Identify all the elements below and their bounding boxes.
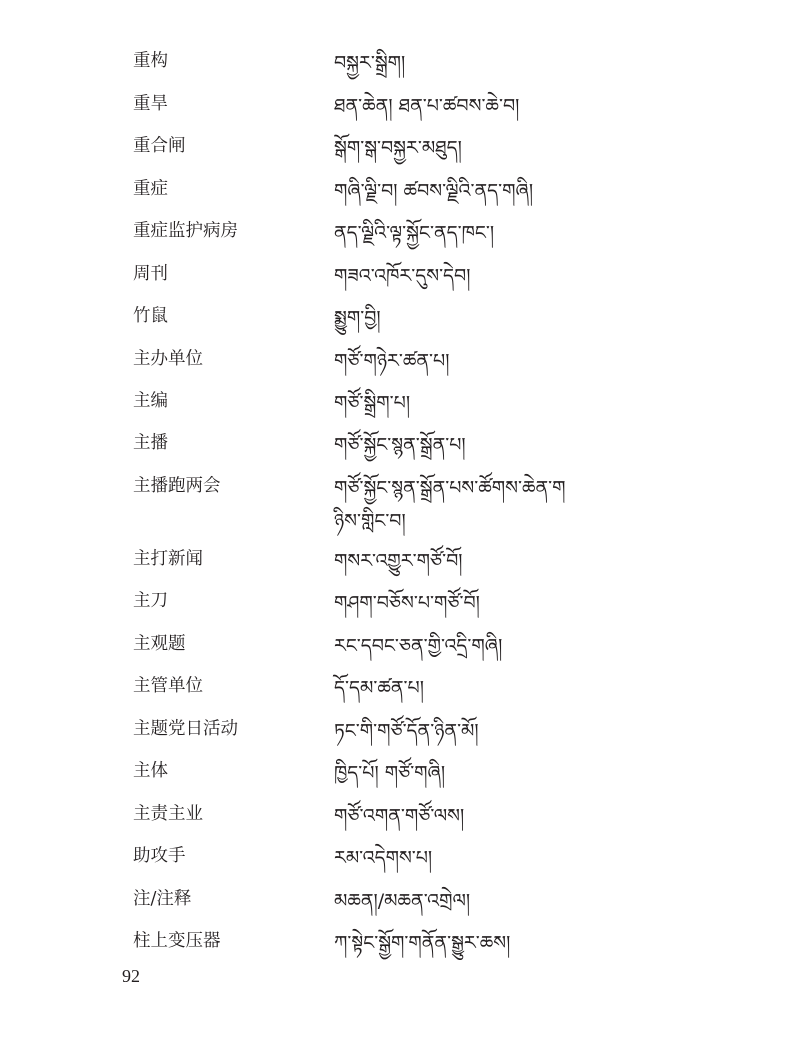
tibetan-term: ཏང་གི་གཙོ་དོན་ཉིན་མོ། <box>334 720 479 742</box>
tibetan-term: གཞི་ལྗི་བ། ཚབས་ལྗིའི་ནད་གཞི། <box>334 180 534 202</box>
tibetan-term: ཐན་ཆེན། ཐན་པ་ཚབས་ཆེ་བ། <box>334 95 520 117</box>
tibetan-term: གཙོ་སྐྱོང་སྙན་སྒྲོན་པ། <box>334 434 466 456</box>
tibetan-term: མཆན།/མཆན་འགྲེལ། <box>334 890 471 912</box>
chinese-term: 主体 <box>133 761 168 781</box>
chinese-term: 主责主业 <box>133 804 203 824</box>
tibetan-term: གཙོ་སྒྲིག་པ། <box>334 392 411 414</box>
tibetan-term: དོ་དམ་ཚན་པ། <box>334 677 424 699</box>
tibetan-term: རམ་འདེགས་པ། <box>334 847 433 869</box>
tibetan-term: གཙོ་འགན་གཙོ་ལས། <box>334 805 465 827</box>
chinese-term: 主刀 <box>133 591 168 611</box>
chinese-term: 主观题 <box>133 634 186 654</box>
chinese-term: 重症 <box>133 179 168 199</box>
tibetan-term: སྨྱུག་བྱི། <box>334 307 381 329</box>
chinese-term: 主播 <box>133 433 168 453</box>
chinese-term: 助攻手 <box>133 846 186 866</box>
chinese-term: 重合闸 <box>133 136 186 156</box>
tibetan-term: ཀ་སྟེང་སྒྱོག་གནོན་སྒྱུར་ཆས། <box>334 932 511 954</box>
tibetan-term: བསྐྱར་སྒྲིག། <box>334 52 406 74</box>
tibetan-term: རང་དབང་ཅན་གྱི་འདྲི་གཞི། <box>334 635 503 657</box>
tibetan-term: གཤག་བཅོས་པ་གཙོ་བོ། <box>334 592 480 614</box>
chinese-term: 主打新闻 <box>133 549 203 569</box>
chinese-term: 重症监护病房 <box>133 221 238 241</box>
tibetan-term: གསར་འགྱུར་གཙོ་བོ། <box>334 550 463 572</box>
chinese-term: 重旱 <box>133 94 168 114</box>
tibetan-term: སྒོག་སྒ་བསྐྱར་མཐུད། <box>334 137 462 159</box>
tibetan-term: གཟའ་འཁོར་དུས་དེབ། <box>334 265 471 287</box>
tibetan-term: ཁྱིད་པོ། གཙོ་གཞི། <box>334 762 446 784</box>
chinese-term: 主题党日活动 <box>133 719 238 739</box>
chinese-term: 主管单位 <box>133 676 203 696</box>
chinese-term: 柱上变压器 <box>133 931 221 951</box>
tibetan-term: ནད་ལྗིའི་ལྟ་སྐྱོང་ནད་ཁང་། <box>334 222 495 244</box>
chinese-term: 注/注释 <box>133 889 192 909</box>
chinese-term: 竹鼠 <box>133 306 168 326</box>
page-number: 92 <box>122 966 140 986</box>
chinese-term: 周刊 <box>133 264 168 284</box>
tibetan-term: གཙོ་གཉེར་ཚན་པ། <box>334 350 450 372</box>
chinese-term: 重构 <box>133 51 168 71</box>
chinese-term: 主编 <box>133 391 168 411</box>
chinese-term: 主办单位 <box>133 349 203 369</box>
tibetan-term: གཙོ་སྐྱོང་སྙན་སྒྲོན་པས་ཚོགས་ཆེན་གཉིས་གླིང་བ། <box>334 477 566 532</box>
chinese-term: 主播跑两会 <box>133 476 221 496</box>
